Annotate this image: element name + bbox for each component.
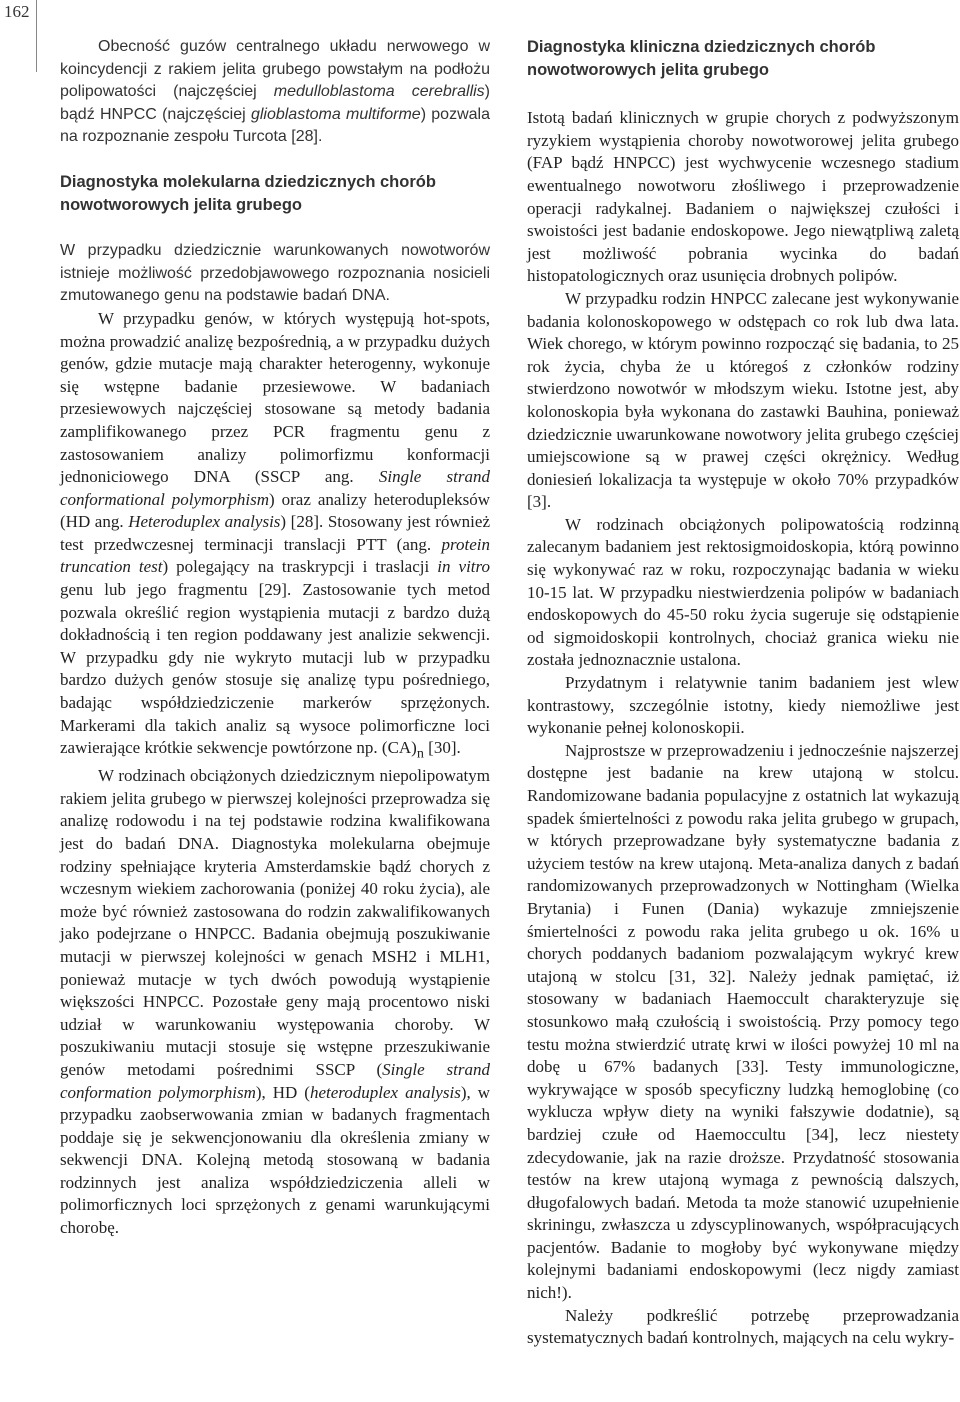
- clinical-paragraph-6: Należy podkreślić potrzebę przeprowadzania systematycznych badań kontrolnych, mających na celu wykry-: [527, 1305, 959, 1348]
- molecular-lead-paragraph: W przypadku dziedzicznie warunkowanych nowotworów istnieje możliwość przedobjawowego rozpoznania nosicieli zmutowanego genu na podstawie badań DNA.: [60, 242, 490, 305]
- hnpcc-families-paragraph: [60, 765, 490, 1239]
- page-number: 162: [4, 2, 30, 21]
- intro-term-medulloblastoma: medulloblastoma cerebrallis: [273, 83, 485, 101]
- paragraph-text: [30].: [423, 738, 461, 758]
- paragraph-text: genu lub jego fragmentu [29]. Zastosowanie tych metod pozwala określić region wystąpienia mutacji z bardzo dużą dokładnością i ten region poddawany jest analizie sekwencji. W przypadku gdy nie wykryto mutacji lub w przypadku bardzo dużych genów stosuje się analizę typu pośredniego, badając współdziedziczenie markerów sprzężonych. Markerami dla takich analiz są wysoce polimorficzne loci zawierające krótkie sekwencje powtórzone np. (CA): [60, 580, 490, 758]
- term-hd-full: heteroduplex analysis: [309, 1082, 461, 1102]
- intro-text: ) bądź HNPCC (najczęściej: [60, 83, 490, 123]
- clinical-paragraph-2: W przypadku rodzin HNPCC zalecane jest wykonywanie badania kolonoskopowego w odstępach co rok lub dwa lata. Wiek chorego, w którym powinno rozpocząć się badania, to 25 rok życia, chyba że u któregoś z członków rodziny stwierdzono nowotwór w młodszym wieku. Istotne jest, aby kolonoskopia była wykonana do zastawki Bauhina, ponieważ dziedzicznie uwarunkowane nowotwory jelita grubego częściej umiejscowione są w prawej części okrężnicy. Według doniesień lokalizacja ta występuje w około 70% przypadków [3].: [527, 288, 959, 512]
- gutter-rule: [36, 0, 37, 72]
- left-column: [60, 36, 490, 1240]
- clinical-paragraph-1: Istotą badań klinicznych w grupie chorych z podwyższonym ryzykiem wystąpienia choroby nowotworowej jelita grubego (FAP bądź HNPCC) jest wychwycenie wczesnego stadium ewentualnego nowotworu złośliwego i przeprowadzenie operacji radykalnej. Badaniem o największej czułości i swoistości jest badanie endoskopowe. Jego niewątpliwą zaletą jest możliwość pobrania wycinka do badań histopatologicznych oraz usunięcia drobnych polipów.: [527, 108, 959, 286]
- term-ptt: protein truncation test: [60, 534, 490, 577]
- clinical-paragraph-3: W rodzinach obciążonych polipowatością rodzinną zalecanym badaniem jest rektosigmoidoskopia, którą powinno się wykonywać raz w roku, rozpoczynając badania w wieku 10-15 lat. W przypadku niestwierdzenia polipów w badaniach endoskopowych do 45-50 roku życia sugeruje się odstąpienie od sigmoidoskopii kontrolnych, chociaż granica wieku nie została jednoznacznie ustalona.: [527, 514, 959, 670]
- paragraph-text: ), w przypadku zaobserwowania zmian w badanych fragmentach poddaje się je sekwencjonowaniu dla określenia zmiany w sekwencji DNA. Kolejną metodą stosowaną w badania rodzinnych jest analiza współdziedziczenia alleli w polimorficznych loci sprzężonych z genami warunkującymi chorobę.: [60, 1082, 490, 1238]
- term-sscp-full: Single strand conformation polymorphism: [60, 1059, 491, 1102]
- paragraph-text: ) polegający na traskrypcji i traslacji: [162, 557, 438, 577]
- paragraph-text: ) oraz analizy heterodupleksów (HD ang.: [60, 489, 490, 532]
- paragraph-text: W przypadku genów, w których występują hot-spots, można prowadzić analizę bezpośrednią, a w przypadku dużych genów, gdzie mutacje mają charakter heterogenny, wykonuje się wstępne badanie przesiewowe. W badaniach przesiewowych najczęściej stosowane są metody badania zamplifikowanego przez PCR fragmentu genu z zastosowaniem analizy polimorfizmu konformacji jednoniciowego DNA (SSCP ang.: [60, 308, 490, 487]
- paragraph-text: ) [28]. Stosowany jest również test przedwczesnej terminacji translacji PTT (ang.: [60, 512, 490, 554]
- molecular-methods-paragraph: [60, 308, 490, 765]
- paragraph-text: W rodzinach obciążonych dziedzicznym niepolipowatym rakiem jelita grubego w pierwszej kolejności przeprowadza się analizę rodowodu i na tej podstawie rodzina kwalifikowana jest do badań DNA. Diagnostyka molekularna obejmuje rodziny spełniające kryteria Amsterdamskie bądź chorych z wczesnym wiekiem zachorowania (poniżej 40 roku życia), ale może być również zastosowana do rodzin zakwalifikowanych jako podejrzane o HNPCC. Badania obejmują poszukiwanie mutacji w pierwszej kolejności w genach MSH2 i MLH1, ponieważ mutacje w tych dwóch powodują wystąpienie większości HNPCC. Pozostałe geny mają procentowo niski udział w warunkowaniu występowania choroby. W poszukiwaniu mutacji stosuje się wstępne przeszukiwanie genów metodami pośrednimi SSCP (: [60, 766, 490, 1079]
- section-heading-clinical: Diagnostyka kliniczna dziedzicznych chorób nowotworowych jelita grubego: [527, 38, 876, 79]
- intro-text: Obecność guzów centralnego układu nerwowego w koincydencji z rakiem jelita grubego powstałym na podłożu polipowatości (najczęściej: [60, 38, 490, 101]
- term-in-vitro: in vitro: [437, 557, 491, 577]
- term-hd: Heteroduplex analysis: [128, 512, 281, 532]
- clinical-paragraph-4: Przydatnym i relatywnie tanim badaniem jest wlew kontrastowy, szczególnie istotny, kiedy niemożliwe jest wykonanie pełnej kolonoskopii.: [527, 673, 959, 738]
- subscript-n: n: [416, 745, 424, 762]
- term-sscp: Single strand conformational polymorphism: [60, 467, 490, 509]
- paragraph-text: ), HD (: [255, 1082, 310, 1102]
- intro-text: ) pozwala na rozpoznanie zespołu Turcota [28].: [60, 105, 490, 146]
- right-column: [527, 36, 959, 1350]
- intro-term-glioblastoma: glioblastoma multiforme: [250, 105, 421, 123]
- section-heading-molecular: Diagnostyka molekularna dziedzicznych chorób nowotworowych jelita grubego: [60, 172, 436, 214]
- clinical-paragraph-5: Najprostsze w przeprowadzeniu i jednocześnie najszerzej dostępne jest badanie na krew utajoną w stolcu. Randomizowane badania populacyjne z ostatnich lat wykazują spadek śmiertelności z powodu raka jelita grubego w grupach, w których przeprowadzane były systematyczne badania z użyciem testów na krew utajoną. Meta-analiza danych z badań randomizowanych przeprowadzonych w Nottingham (Wielka Brytania) i Funen (Dania) wykazuje zmniejszenie śmiertelności z powodu raka jelita grubego u ok. 16% u chorych poddanych badaniom pozwalającym wykryć krew utajoną w stolcu [31, 32]. Należy jednak pamiętać, iż stosowany w badaniach Haemoccult charakteryzuje się stosunkowo małą czułością i swoistością. Przy pomocy tego testu można stwierdzić utratę krwi w ilości powyżej 10 ml na dobę u 67% badanych [33]. Testy immunologiczne, wykrywające w sposób specyficzny ludzką hemoglobinę (co wyklucza wpływ diety na wyniki fałszywie dodatnie), są bardziej czułe od Haemoccultu [34], lecz niestety zdecydowanie, jak na razie droższe. Przydatność stosowania testów na krew utajoną wymaga z pewnością dalszych, długofalowych badań. Metoda ta może stanowić uzupełnienie skriningu, zwłaszcza u zdyscyplinowanych, współpracujących pacjentów. Badanie to mogłoby być wykonywane między kolejnymi badaniami endoskopowymi (lecz nigdy zamiast nich!).: [527, 740, 959, 1303]
- intro-paragraph: [60, 36, 490, 149]
